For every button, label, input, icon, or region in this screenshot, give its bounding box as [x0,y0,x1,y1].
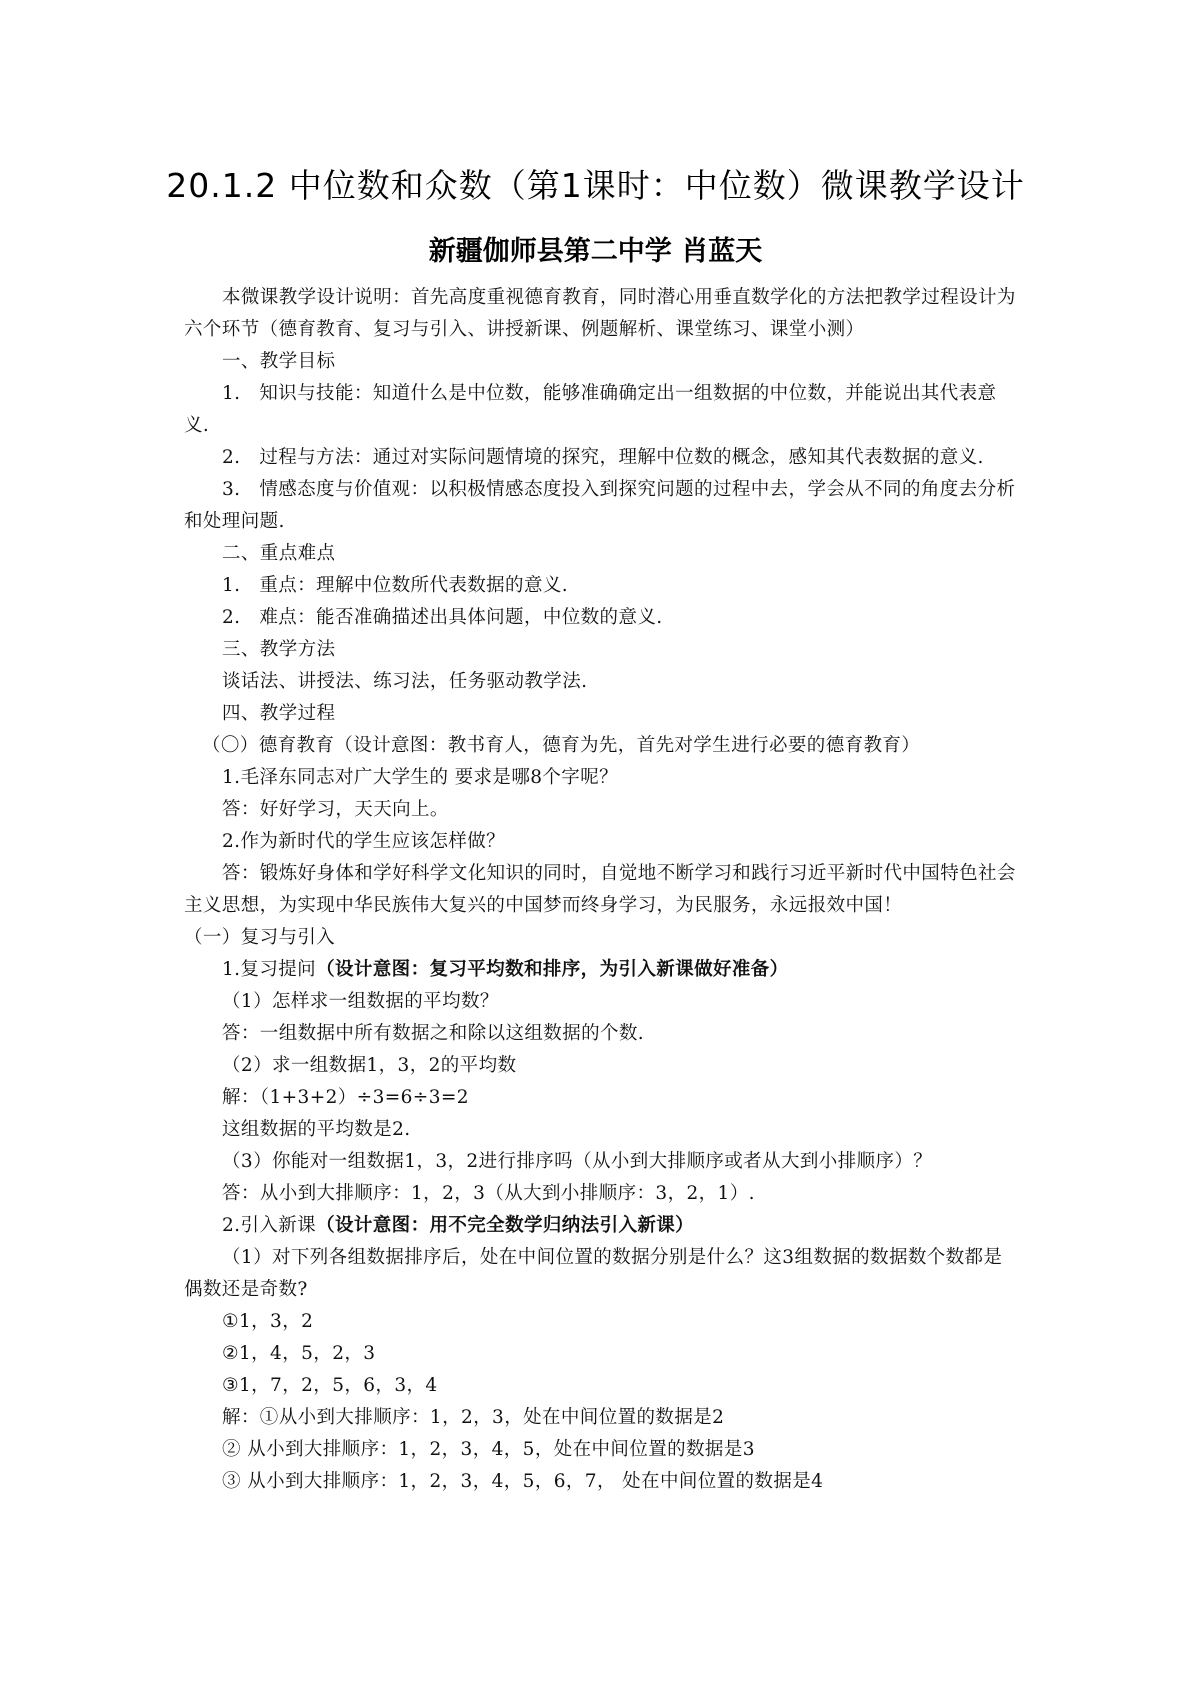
goal-item: 1. 知识与技能：知道什么是中位数，能够准确确定出一组数据的中位数，并能说出其代表意义. [184,383,997,436]
document-author: 新疆伽师县第二中学 肖蓝天 [428,236,763,267]
section-heading-goals: 一、教学目标 [222,351,336,372]
section-heading-process: 四、教学过程 [222,703,336,724]
review-item: （1）怎样求一组数据的平均数？ [222,991,499,1012]
step-heading-moral: （〇）德育教育（设计意图：教书育人，德育为先，首先对学生进行必要的德育教育） [202,735,921,756]
step-heading-review: （一）复习与引入 [184,927,336,948]
new-lesson-question: （1）对下列各组数据排序后，处在中间位置的数据分别是什么？这3组数据的数据数个数都是偶数还是奇数? [184,1247,1003,1300]
document-title: 20.1.2 中位数和众数（第1课时：中位数）微课教学设计 [166,166,1025,205]
answer-item: 答：锻炼好身体和学好科学文化知识的同时，自觉地不断学习和践行习近平新时代中国特色社会主义思想，为实现中华民族伟大复兴的中国梦而终身学习，为民服务，永远报效中国！ [184,863,1016,916]
intro-intent: （设计意图：用不完全数学归纳法引入新课） [316,1215,695,1236]
solution-item: ③ 从小到大排顺序：1，2，3，4，5，6，7， 处在中间位置的数据是4 [222,1471,824,1492]
data-set-item: ③1，7，2，5，6，3，4 [222,1375,438,1396]
goal-item: 2. 过程与方法：通过对实际问题情境的探究，理解中位数的概念，感知其代表数据的意义. [222,447,984,468]
solution-item: ② 从小到大排顺序：1，2，3，4，5，处在中间位置的数据是3 [222,1439,755,1460]
solution-item: 解：①从小到大排顺序：1，2，3，处在中间位置的数据是2 [222,1407,725,1428]
goal-item: 3. 情感态度与价值观：以积极情感态度投入到探究问题的过程中去，学会从不同的角度去分析和处理问题. [184,479,1016,532]
review-intent: （设计意图：复习平均数和排序，为引入新课做好准备） [316,959,789,980]
review-answer: 答：从小到大排顺序：1，2，3（从大到小排顺序：3，2，1）. [222,1183,755,1204]
key-point-item: 2. 难点：能否准确描述出具体问题，中位数的意义. [222,607,663,628]
review-label: 1.复习提问 [222,959,317,980]
methods-text: 谈话法、讲授法、练习法，任务驱动教学法. [222,671,588,692]
key-point-item: 1. 重点：理解中位数所代表数据的意义. [222,575,569,596]
review-answer: 这组数据的平均数是2. [222,1119,411,1140]
intro-new-lesson-line [184,1210,1020,1242]
document-body [184,282,1020,1498]
section-heading-methods: 三、教学方法 [222,639,336,660]
review-item: （3）你能对一组数据1，3，2进行排序吗（从小到大排顺序或者从大到小排顺序）？ [222,1151,933,1172]
data-set-item: ①1，3，2 [222,1311,314,1332]
review-question-line [184,954,1020,986]
review-item: （2）求一组数据1，3，2的平均数 [222,1055,517,1076]
data-set-item: ②1，4，5，2，3 [222,1343,376,1364]
intro-paragraph: 本微课教学设计说明：首先高度重视德育教育，同时潜心用垂直数学化的方法把教学过程设计为六个环节（德育教育、复习与引入、讲授新课、例题解析、课堂练习、课堂小测） [184,287,1016,340]
review-answer: 答：一组数据中所有数据之和除以这组数据的个数. [222,1023,645,1044]
section-heading-key-points: 二、重点难点 [222,543,336,564]
intro-label: 2.引入新课 [222,1215,317,1236]
question-item: 1.毛泽东同志对广大学生的 要求是哪8个字呢？ [222,767,619,788]
question-item: 2.作为新时代的学生应该怎样做？ [222,831,506,852]
answer-item: 答：好好学习，天天向上。 [222,799,449,820]
review-answer: 解：（1+3+2）÷3=6÷3=2 [222,1087,469,1108]
